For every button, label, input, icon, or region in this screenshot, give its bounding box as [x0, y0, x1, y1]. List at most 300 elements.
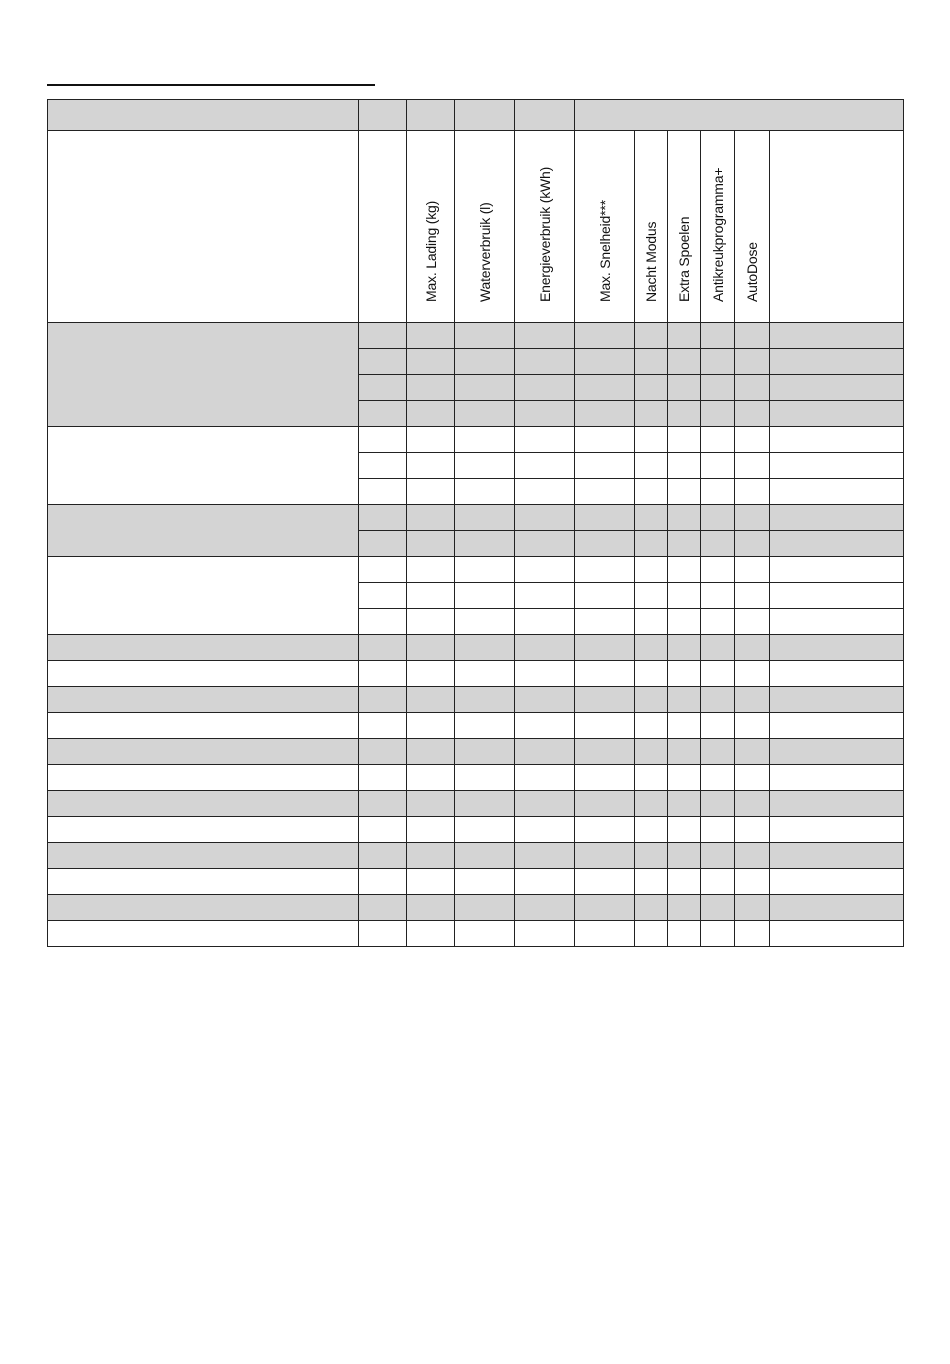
table-cell [359, 661, 407, 687]
table-cell [668, 531, 701, 557]
header-blank-last [770, 131, 904, 323]
table-cell [668, 375, 701, 401]
program-name-cell [48, 765, 359, 791]
table-row [48, 713, 904, 739]
table-cell [635, 453, 668, 479]
header-cell-water [455, 100, 515, 131]
table-cell [701, 791, 735, 817]
table-cell [575, 531, 635, 557]
table-cell [455, 635, 515, 661]
table-cell [407, 557, 455, 583]
table-cell [735, 687, 770, 713]
table-row [48, 921, 904, 947]
table-cell [455, 349, 515, 375]
table-cell [668, 895, 701, 921]
table-cell [735, 375, 770, 401]
table-cell [635, 635, 668, 661]
table-cell [575, 713, 635, 739]
table-cell [455, 765, 515, 791]
table-cell [455, 453, 515, 479]
table-header-band [48, 100, 904, 131]
table-cell [575, 479, 635, 505]
table-cell [575, 687, 635, 713]
table-cell [455, 739, 515, 765]
max-speed-label: Max. Snelheid*** [596, 200, 613, 302]
table-cell [770, 583, 904, 609]
table-row [48, 635, 904, 661]
table-cell [359, 349, 407, 375]
table-cell [668, 557, 701, 583]
program-name-cell [48, 713, 359, 739]
header-night-mode [635, 131, 668, 323]
table-row [48, 739, 904, 765]
table-cell [575, 583, 635, 609]
header-blank-program [48, 131, 359, 323]
table-cell [668, 739, 701, 765]
table-cell [770, 921, 904, 947]
table-cell [770, 557, 904, 583]
table-cell [635, 375, 668, 401]
table-cell [735, 323, 770, 349]
program-name-cell [48, 427, 359, 505]
table-cell [575, 661, 635, 687]
table-cell [359, 817, 407, 843]
table-cell [770, 765, 904, 791]
header-anti-crease [701, 131, 735, 323]
title-underline [47, 84, 375, 86]
program-name-cell [48, 635, 359, 661]
table-cell [635, 323, 668, 349]
header-cell-energy [515, 100, 575, 131]
table-cell [735, 895, 770, 921]
table-cell [575, 323, 635, 349]
table-cell [515, 843, 575, 869]
table-cell [701, 531, 735, 557]
table-cell [575, 895, 635, 921]
table-cell [359, 583, 407, 609]
program-name-cell [48, 921, 359, 947]
table-cell [668, 817, 701, 843]
table-cell [407, 739, 455, 765]
table-cell [515, 635, 575, 661]
table-cell [455, 505, 515, 531]
header-blank-temperature [359, 131, 407, 323]
table-cell [770, 687, 904, 713]
table-cell [575, 453, 635, 479]
column-header-row [48, 131, 904, 323]
table-cell [735, 765, 770, 791]
table-cell [359, 531, 407, 557]
table-cell [770, 713, 904, 739]
table-cell [668, 583, 701, 609]
table-cell [455, 323, 515, 349]
table-cell [359, 635, 407, 661]
table-cell [735, 583, 770, 609]
table-cell [407, 453, 455, 479]
table-cell [635, 843, 668, 869]
table-cell [407, 609, 455, 635]
table-cell [575, 349, 635, 375]
table-cell [770, 609, 904, 635]
table-cell [359, 791, 407, 817]
header-max-speed [575, 131, 635, 323]
program-name-cell [48, 895, 359, 921]
max-load-label: Max. Lading (kg) [422, 200, 439, 302]
table-cell [515, 401, 575, 427]
table-cell [701, 843, 735, 869]
table-cell [455, 895, 515, 921]
table-cell [635, 427, 668, 453]
table-cell [359, 505, 407, 531]
table-cell [515, 895, 575, 921]
table-cell [770, 349, 904, 375]
table-cell [701, 661, 735, 687]
table-row [48, 843, 904, 869]
table-cell [455, 375, 515, 401]
table-cell [407, 895, 455, 921]
table-cell [575, 557, 635, 583]
table-cell [515, 427, 575, 453]
header-extra-rinse [668, 131, 701, 323]
table-cell [359, 453, 407, 479]
table-cell [635, 609, 668, 635]
table-cell [668, 687, 701, 713]
table-cell [635, 921, 668, 947]
table-cell [515, 609, 575, 635]
table-cell [635, 765, 668, 791]
program-name-cell [48, 843, 359, 869]
table-cell [635, 505, 668, 531]
table-cell [701, 921, 735, 947]
table-cell [635, 687, 668, 713]
table-cell [359, 869, 407, 895]
table-cell [701, 687, 735, 713]
table-cell [635, 713, 668, 739]
table-cell [515, 505, 575, 531]
table-cell [668, 661, 701, 687]
table-cell [735, 557, 770, 583]
table-cell [668, 453, 701, 479]
table-cell [515, 817, 575, 843]
table-cell [575, 765, 635, 791]
table-cell [407, 505, 455, 531]
table-row [48, 557, 904, 583]
table-cell [359, 479, 407, 505]
table-cell [701, 635, 735, 661]
table-cell [407, 921, 455, 947]
table-cell [575, 609, 635, 635]
table-cell [770, 427, 904, 453]
table-cell [407, 401, 455, 427]
program-name-cell [48, 739, 359, 765]
table-cell [735, 635, 770, 661]
table-cell [668, 635, 701, 661]
table-cell [407, 531, 455, 557]
table-cell [770, 895, 904, 921]
program-name-cell [48, 557, 359, 635]
table-cell [575, 505, 635, 531]
table-cell [635, 739, 668, 765]
table-cell [407, 375, 455, 401]
program-name-cell [48, 687, 359, 713]
table-cell [635, 531, 668, 557]
table-cell [668, 713, 701, 739]
table-cell [407, 713, 455, 739]
table-cell [515, 869, 575, 895]
table-cell [515, 583, 575, 609]
autodose-label: AutoDose [744, 242, 760, 302]
table-cell [701, 739, 735, 765]
table-cell [735, 453, 770, 479]
table-cell [359, 895, 407, 921]
table-row [48, 505, 904, 531]
table-cell [515, 453, 575, 479]
table-cell [770, 739, 904, 765]
table-cell [735, 661, 770, 687]
table-cell [635, 349, 668, 375]
table-cell [455, 843, 515, 869]
table-cell [455, 427, 515, 453]
table-cell [635, 791, 668, 817]
table-cell [407, 661, 455, 687]
table-body [48, 323, 904, 947]
table-cell [668, 401, 701, 427]
table-cell [735, 427, 770, 453]
water-consumption-label: Waterverbruik (l) [476, 202, 493, 302]
table-cell [515, 479, 575, 505]
table-cell [735, 479, 770, 505]
table-cell [455, 817, 515, 843]
table-row [48, 427, 904, 453]
table-cell [701, 427, 735, 453]
header-cell-load [407, 100, 455, 131]
table-cell [735, 713, 770, 739]
table-cell [770, 323, 904, 349]
table-cell [455, 921, 515, 947]
table-cell [455, 583, 515, 609]
table-cell [770, 791, 904, 817]
table-cell [635, 869, 668, 895]
table-cell [701, 349, 735, 375]
table-cell [515, 791, 575, 817]
table-cell [359, 843, 407, 869]
table-cell [668, 427, 701, 453]
table-cell [575, 921, 635, 947]
table-cell [407, 323, 455, 349]
table-cell [735, 531, 770, 557]
table-cell [701, 583, 735, 609]
table-cell [735, 401, 770, 427]
table-cell [770, 869, 904, 895]
table-cell [515, 375, 575, 401]
table-cell [455, 687, 515, 713]
table-cell [407, 479, 455, 505]
table-cell [735, 739, 770, 765]
table-cell [455, 557, 515, 583]
table-cell [515, 349, 575, 375]
table-cell [407, 817, 455, 843]
table-cell [735, 609, 770, 635]
table-cell [359, 687, 407, 713]
header-cell-temperature [359, 100, 407, 131]
table-cell [735, 921, 770, 947]
table-cell [701, 505, 735, 531]
table-cell [770, 817, 904, 843]
table-cell [407, 869, 455, 895]
table-cell [770, 843, 904, 869]
table-cell [635, 817, 668, 843]
table-cell [359, 557, 407, 583]
table-cell [668, 609, 701, 635]
table-cell [455, 713, 515, 739]
table-cell [701, 713, 735, 739]
table-cell [668, 505, 701, 531]
table-cell [359, 401, 407, 427]
header-water [455, 131, 515, 323]
table-cell [668, 765, 701, 791]
night-mode-label: Nacht Modus [643, 221, 659, 302]
table-cell [515, 323, 575, 349]
table-cell [735, 843, 770, 869]
table-cell [575, 401, 635, 427]
table-cell [575, 635, 635, 661]
table-cell [407, 791, 455, 817]
table-cell [635, 557, 668, 583]
table-cell [515, 687, 575, 713]
table-cell [735, 817, 770, 843]
table-row [48, 869, 904, 895]
program-name-cell [48, 661, 359, 687]
table-cell [770, 531, 904, 557]
table-row [48, 895, 904, 921]
table-cell [407, 349, 455, 375]
table-cell [359, 427, 407, 453]
table-cell [575, 869, 635, 895]
table-cell [735, 349, 770, 375]
table-cell [455, 869, 515, 895]
header-energy [515, 131, 575, 323]
table-cell [770, 479, 904, 505]
table-cell [407, 765, 455, 791]
table-cell [770, 635, 904, 661]
table-cell [575, 427, 635, 453]
table-cell [407, 427, 455, 453]
header-cell-program [48, 100, 359, 131]
table-cell [515, 557, 575, 583]
table-cell [668, 791, 701, 817]
table-cell [455, 791, 515, 817]
table-cell [701, 609, 735, 635]
table-cell [701, 323, 735, 349]
table-cell [359, 609, 407, 635]
table-cell [455, 661, 515, 687]
table-cell [701, 557, 735, 583]
table-cell [668, 843, 701, 869]
table-row [48, 817, 904, 843]
program-name-cell [48, 817, 359, 843]
table-cell [770, 401, 904, 427]
table-cell [455, 609, 515, 635]
table-cell [575, 375, 635, 401]
program-name-cell [48, 505, 359, 557]
header-autodose [735, 131, 770, 323]
table-cell [770, 375, 904, 401]
header-cell-options [575, 100, 904, 131]
table-cell [701, 895, 735, 921]
table-cell [575, 843, 635, 869]
table-cell [735, 505, 770, 531]
table-cell [407, 635, 455, 661]
table-cell [635, 661, 668, 687]
table-cell [770, 453, 904, 479]
table-cell [701, 479, 735, 505]
table-cell [359, 921, 407, 947]
table-cell [735, 791, 770, 817]
table-cell [407, 583, 455, 609]
program-table [47, 99, 904, 947]
table-cell [668, 479, 701, 505]
table-row [48, 765, 904, 791]
table-row [48, 791, 904, 817]
table-cell [575, 791, 635, 817]
table-cell [359, 713, 407, 739]
table-cell [635, 895, 668, 921]
table-cell [515, 765, 575, 791]
header-max-load [407, 131, 455, 323]
table-row [48, 661, 904, 687]
program-name-cell [48, 869, 359, 895]
table-cell [515, 921, 575, 947]
program-name-cell [48, 791, 359, 817]
table-cell [359, 765, 407, 791]
table-cell [668, 921, 701, 947]
table-cell [770, 661, 904, 687]
table-cell [515, 739, 575, 765]
table-cell [701, 453, 735, 479]
table-cell [668, 349, 701, 375]
table-cell [701, 765, 735, 791]
extra-rinse-label: Extra Spoelen [676, 216, 692, 302]
table-cell [455, 479, 515, 505]
table-cell [455, 531, 515, 557]
table-cell [455, 401, 515, 427]
table-cell [668, 323, 701, 349]
program-name-cell [48, 323, 359, 427]
table-cell [701, 401, 735, 427]
table-cell [701, 817, 735, 843]
table-cell [515, 661, 575, 687]
table-cell [407, 687, 455, 713]
table-cell [668, 869, 701, 895]
table-row [48, 687, 904, 713]
table-cell [635, 583, 668, 609]
table-cell [359, 739, 407, 765]
table-cell [407, 843, 455, 869]
table-cell [575, 739, 635, 765]
table-cell [635, 401, 668, 427]
table-cell [359, 375, 407, 401]
table-cell [359, 323, 407, 349]
table-cell [575, 817, 635, 843]
table-cell [701, 375, 735, 401]
table-cell [735, 869, 770, 895]
table-cell [770, 505, 904, 531]
table-cell [635, 479, 668, 505]
table-cell [515, 713, 575, 739]
table-row [48, 323, 904, 349]
table-cell [701, 869, 735, 895]
anti-crease-label: Antikreukprogramma+ [709, 167, 726, 302]
